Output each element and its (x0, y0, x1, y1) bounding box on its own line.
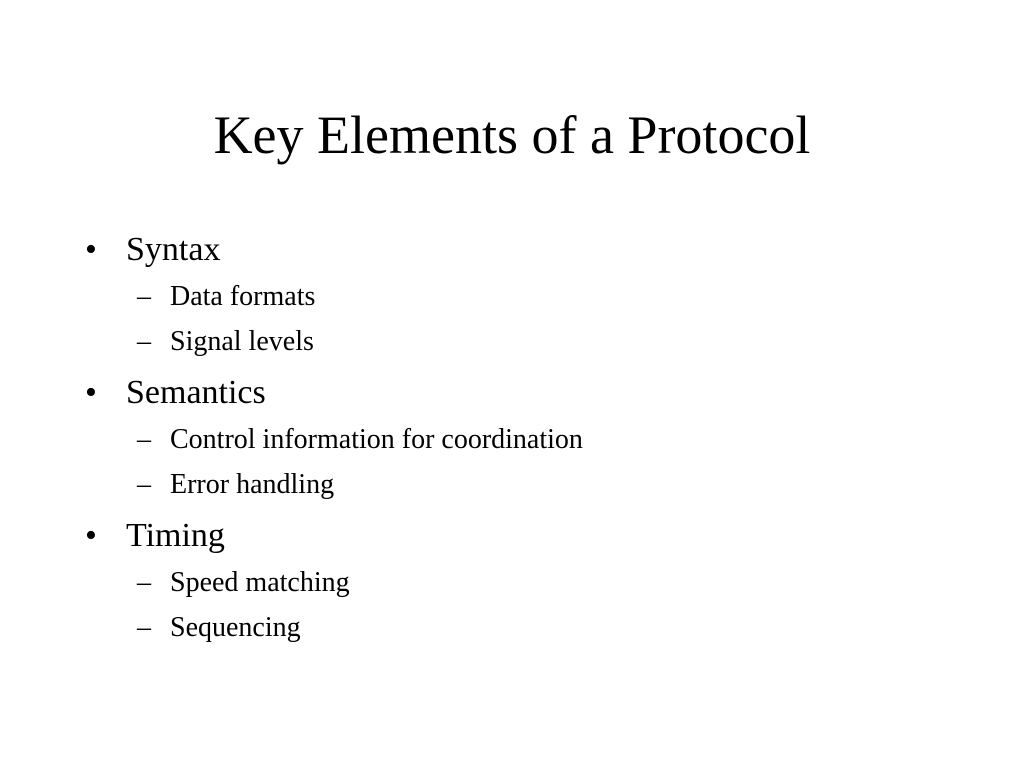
sub-bullet-text: Error handling (170, 469, 335, 500)
sub-bullet-item (85, 462, 965, 507)
sub-bullet-item (85, 274, 965, 319)
slide-title: Key Elements of a Protocol (213, 105, 811, 165)
bullet-item (85, 369, 965, 417)
sub-bullet-text: Data formats (170, 281, 316, 312)
sub-bullet-marker: – (137, 281, 151, 312)
bullet-text: Timing (126, 517, 225, 554)
sub-bullet-item (85, 417, 965, 462)
bullet-group (85, 512, 965, 650)
bullet-list (85, 226, 965, 650)
sub-bullet-text: Speed matching (170, 567, 350, 598)
sub-bullet-text: Signal levels (170, 326, 314, 357)
sub-bullet-text: Control information for coordination (170, 424, 583, 455)
sub-bullet-marker: – (137, 612, 151, 643)
bullet-text: Semantics (126, 374, 266, 411)
sub-bullet-text: Sequencing (170, 612, 301, 643)
bullet-marker: • (85, 517, 97, 554)
sub-bullet-marker: – (137, 424, 151, 455)
sub-bullet-marker: – (137, 469, 151, 500)
sub-bullet-marker: – (137, 567, 151, 598)
bullet-item (85, 226, 965, 274)
sub-bullet-item (85, 560, 965, 605)
bullet-group (85, 369, 965, 507)
bullet-marker: • (85, 231, 97, 268)
bullet-marker: • (85, 374, 97, 411)
sub-bullet-item (85, 605, 965, 650)
bullet-group (85, 226, 965, 364)
sub-bullet-marker: – (137, 326, 151, 357)
bullet-item (85, 512, 965, 560)
bullet-text: Syntax (126, 231, 221, 268)
sub-bullet-item (85, 319, 965, 364)
